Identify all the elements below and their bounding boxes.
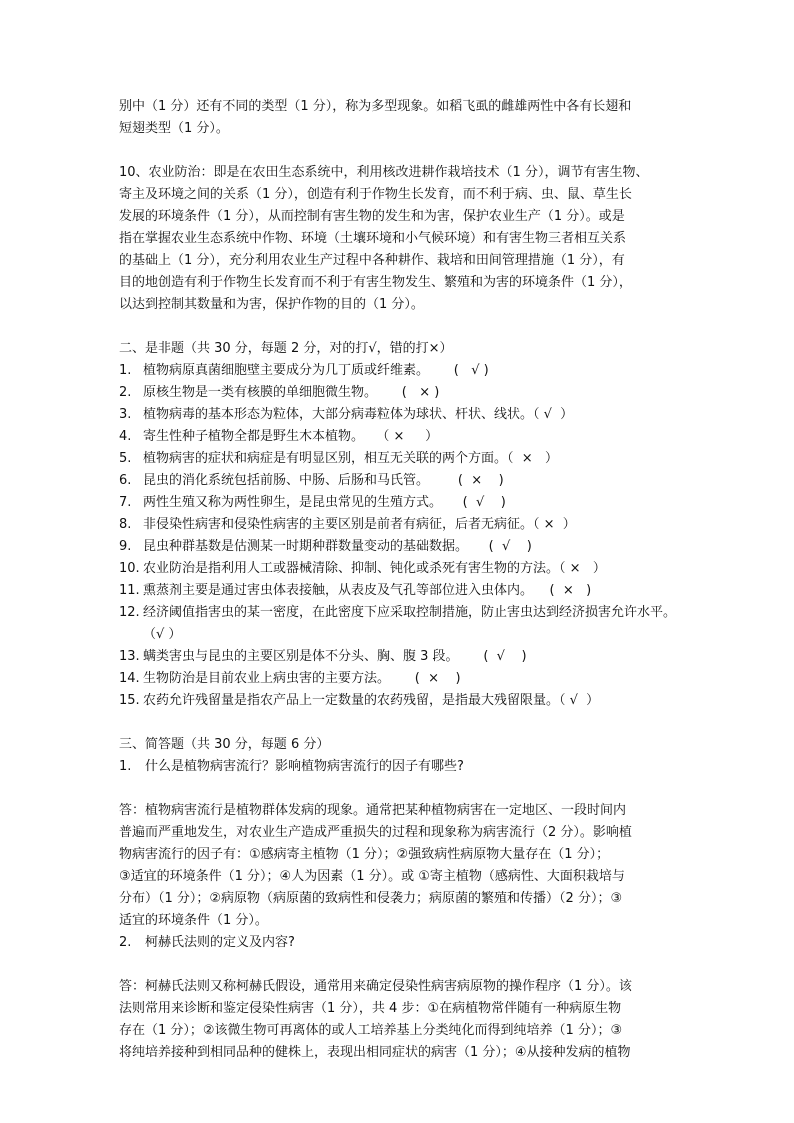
answer-2	[119, 976, 681, 1064]
list-item	[119, 668, 681, 690]
list-item	[119, 382, 681, 404]
answer-line: 普遍而严重地发生，对农业生产造成严重损失的过程和现象称为病害流行（2 分）。影响植	[119, 825, 632, 840]
definition-line: 目的地创造有利于作物生长发育而不利于有害生物发生、繁殖和为害的环境条件（1 分），	[119, 275, 632, 290]
question-text: 什么是植物病害流行？影响植物病害流行的因子有哪些?	[145, 759, 464, 774]
item-number: 4.	[119, 429, 132, 444]
definition-line: 的基础上（1 分），充分利用农业生产过程中各种耕作、栽培和田间管理措施（1 分），有	[119, 253, 625, 268]
definition-agricultural-control	[119, 162, 681, 316]
document-page	[119, 96, 681, 1064]
intro-line: 短翅类型（1 分）。	[119, 121, 229, 136]
item-text: 植物病原真菌细胞壁主要成分为几丁质或纤维素。 ( √ )	[143, 363, 489, 378]
item-text: 农药允许残留量是指农产品上一定数量的农药残留，是指最大残留限量。（ √ ）	[143, 693, 600, 708]
item-number: 2.	[119, 385, 132, 400]
answer-line: 分布）（1 分）；②病原物（病原菌的致病性和侵袭力；病原菌的繁殖和传播）（2 分）；③	[119, 891, 623, 906]
item-text: 经济阈值指害虫的某一密度，在此密度下应采取控制措施，防止害虫达到经济损害允许水平。（√ ）	[143, 605, 677, 642]
true-false-list	[119, 360, 681, 712]
intro-line: 别中（1 分）还有不同的类型（1 分），称为多型现象。如稻飞虱的雌雄两性中各有长翅和	[119, 99, 632, 114]
question-number: 1.	[119, 759, 132, 774]
answer-line: 法则常用来诊断和鉴定侵染性病害（1 分），共 4 步：①在病植物常伴随有一种病原生物	[119, 1001, 622, 1016]
question-text: 柯赫氏法则的定义及内容?	[145, 935, 295, 950]
item-text: 熏蒸剂主要是通过害虫体表接触，从表皮及气孔等部位进入虫体内。 ( × )	[143, 583, 592, 598]
item-number: 14.	[119, 671, 140, 686]
item-number: 10.	[119, 561, 140, 576]
answer-line: 将纯培养接种到相同品种的健株上，表现出相同症状的病害（1 分）；④从接种发病的植物	[119, 1045, 631, 1060]
list-item	[119, 360, 681, 382]
list-item	[119, 558, 681, 580]
item-text: 螨类害虫与昆虫的主要区别是体不分头、胸、腹 3 段。 ( √ )	[143, 649, 527, 664]
question-number: 2.	[119, 935, 132, 950]
definition-line: 10、农业防治：即是在农田生态系统中，利用核改进耕作栽培技术（1 分），调节有害生物、	[119, 165, 649, 180]
answer-line: 适宜的环境条件（1 分）。	[119, 913, 268, 928]
list-item	[119, 580, 681, 602]
item-number: 7.	[119, 495, 132, 510]
item-text: 生物防治是目前农业上病虫害的主要方法。 ( × )	[143, 671, 461, 686]
item-number: 9.	[119, 539, 132, 554]
item-text: 植物病毒的基本形态为粒体，大部分病毒粒体为球状、杆状、线状。（ √ ）	[143, 407, 574, 422]
list-item	[119, 536, 681, 558]
item-number: 11.	[119, 583, 140, 598]
answer-line: 答：柯赫氏法则又称柯赫氏假设，通常用来确定侵染性病害病原物的操作程序（1 分）。该	[119, 979, 632, 994]
list-item	[119, 426, 681, 448]
answer-line: 物病害流行的因子有：①感病寄主植物（1 分）；②强致病性病原物大量存在（1 分）；	[119, 847, 610, 862]
list-item	[119, 404, 681, 426]
list-item	[119, 448, 681, 470]
item-number: 8.	[119, 517, 132, 532]
section-true-false-title: 二、是非题（共 30 分，每题 2 分，对的打√，错的打×）	[119, 341, 453, 356]
item-number: 1.	[119, 363, 132, 378]
item-text: 农业防治是指利用人工或器械清除、抑制、钝化或杀死有害生物的方法。（ × ）	[143, 561, 606, 576]
answer-1	[119, 800, 681, 932]
definition-line: 以达到控制其数量和为害，保护作物的目的（1 分）。	[119, 297, 424, 312]
item-text: 原核生物是一类有核膜的单细胞微生物。 ( × )	[143, 385, 440, 400]
item-number: 13.	[119, 649, 140, 664]
list-item	[119, 690, 681, 712]
item-text: 昆虫的消化系统包括前肠、中肠、后肠和马氏管。 ( × )	[143, 473, 504, 488]
item-number: 5.	[119, 451, 132, 466]
question-2	[119, 932, 681, 954]
item-number: 15.	[119, 693, 140, 708]
section-short-answer-title: 三、简答题（共 30 分，每题 6 分）	[119, 737, 330, 752]
list-item	[119, 646, 681, 668]
list-item	[119, 492, 681, 514]
list-item	[119, 470, 681, 492]
definition-line: 寄主及环境之间的关系（1 分），创造有利于作物生长发育，而不利于病、虫、鼠、草生长	[119, 187, 632, 202]
item-number: 3.	[119, 407, 132, 422]
item-number: 6.	[119, 473, 132, 488]
list-item	[119, 602, 681, 646]
answer-line: 存在（1 分）；②该微生物可再离体的或人工培养基上分类纯化而得到纯培养（1 分）；③	[119, 1023, 623, 1038]
answer-line: 答：植物病害流行是植物群体发病的现象。通常把某种植物病害在一定地区、一段时间内	[119, 803, 627, 818]
question-1	[119, 756, 681, 778]
item-text: 寄生性种子植物全都是野生木本植物。 （ × ）	[143, 429, 439, 444]
definition-line: 发展的环境条件（1 分），从而控制有害生物的发生和为害，保护农业生产（1 分）。或是	[119, 209, 625, 224]
item-text: 植物病害的症状和病症是有明显区别，相互无关联的两个方面。（ × ）	[143, 451, 559, 466]
item-text: 昆虫种群基数是估测某一时期种群数量变动的基础数据。 ( √ )	[143, 539, 532, 554]
item-number: 12.	[119, 605, 140, 620]
item-text: 非侵染性病害和侵染性病害的主要区别是前者有病征，后者无病征。（ × ）	[143, 517, 576, 532]
list-item	[119, 514, 681, 536]
definition-line: 指在掌握农业生态系统中作物、环境（土壤环境和小气候环境）和有害生物三者相互关系	[119, 231, 627, 246]
item-text: 两性生殖又称为两性卵生，是昆虫常见的生殖方式。 ( √ )	[143, 495, 506, 510]
answer-line: ③适宜的环境条件（1 分）；④人为因素（1 分）。或 ①寄主植物（感病性、大面积栽培与	[119, 869, 625, 884]
